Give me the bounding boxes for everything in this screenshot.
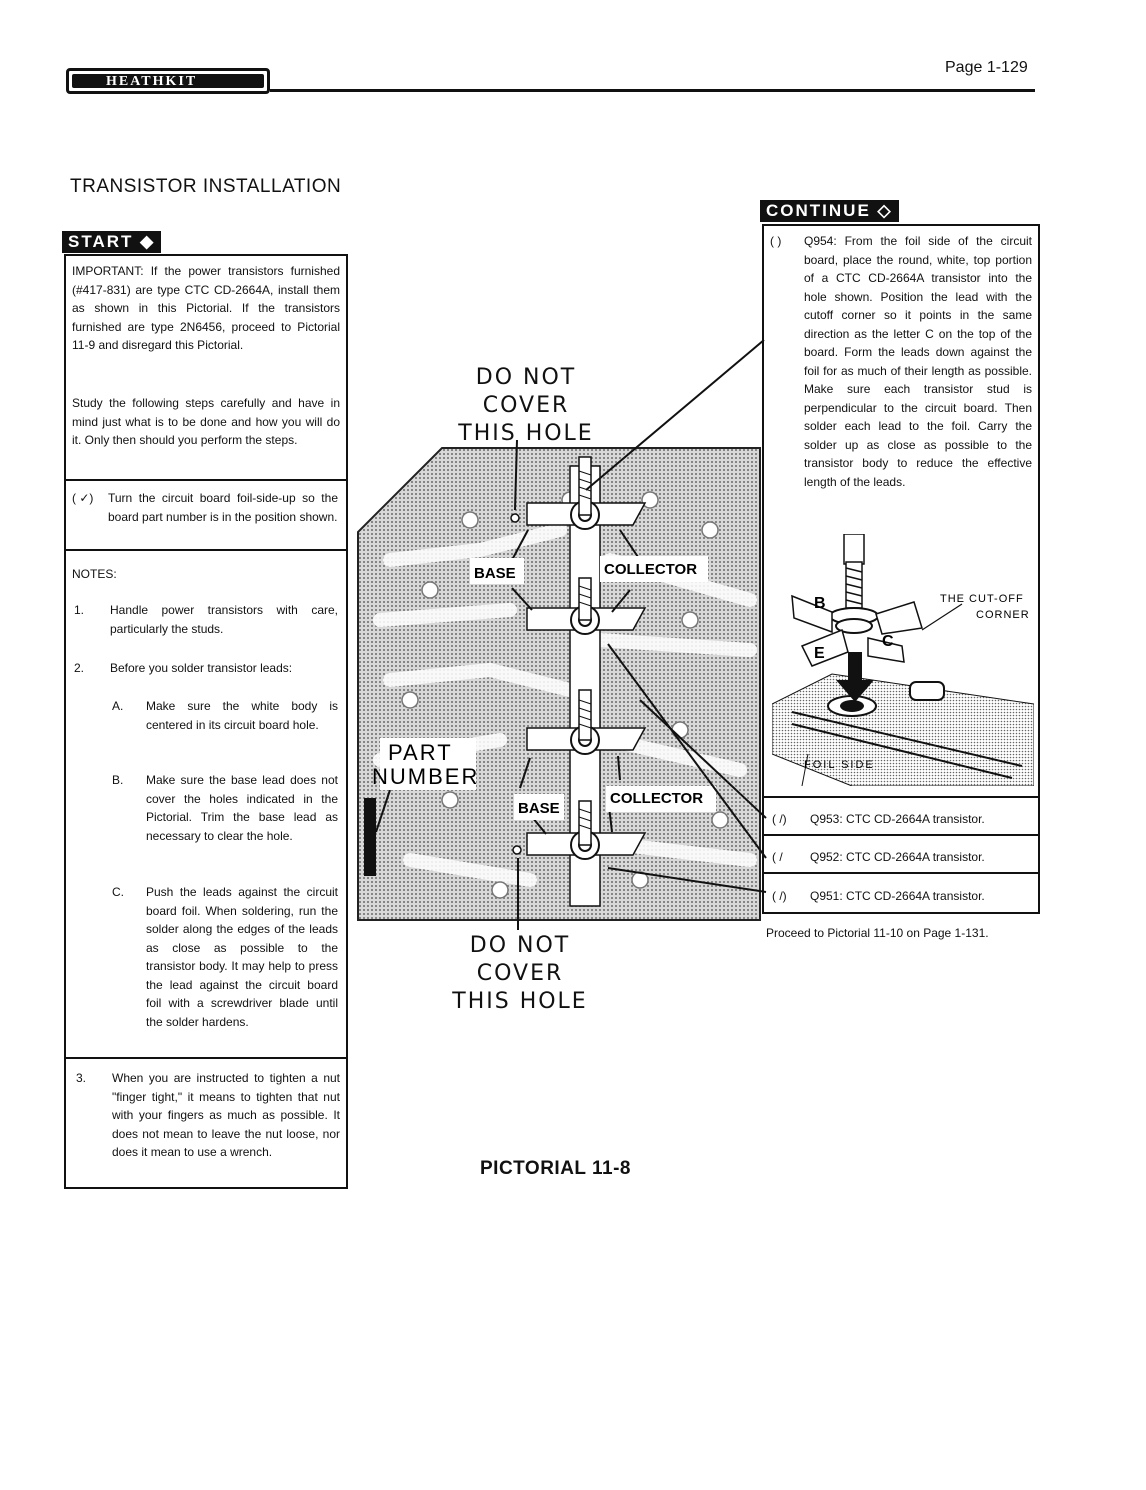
step1-text: Turn the circuit board foil-side-up so the board part number is in the position shown.	[108, 491, 338, 524]
do-not-cover-bottom	[440, 932, 600, 1016]
cover-label: COVER	[482, 393, 570, 418]
step1-checkbox[interactable]: ( ✓)	[72, 491, 94, 505]
q954-checkbox[interactable]: ( )	[770, 234, 782, 248]
continue-tag	[760, 200, 899, 222]
arrow-icon: ◇	[877, 201, 893, 220]
proceed-text: Proceed to Pictorial 11-10 on Page 1-131.	[766, 926, 989, 940]
start-tag	[62, 231, 161, 253]
right-instructions-panel	[762, 224, 1040, 914]
subnote-text: Make sure the white body is centered in its circuit board hole.	[146, 699, 338, 732]
start-label: START	[68, 232, 134, 251]
transistor-detail-illustration	[772, 534, 1034, 786]
logo-text: HEATHKIT	[106, 74, 198, 89]
base-label-bottom: BASE	[518, 800, 560, 817]
subnote-letter: C.	[112, 885, 124, 899]
base-label-top: BASE	[474, 565, 516, 582]
note-text: Before you solder transistor leads:	[110, 661, 293, 675]
step-turn-board	[64, 479, 348, 551]
q952-text: Q952: CTC CD-2664A transistor.	[810, 850, 985, 864]
section-title: TRANSISTOR INSTALLATION	[70, 176, 342, 197]
q953-text: Q953: CTC CD-2664A transistor.	[810, 812, 985, 826]
do-not-cover-hole-top	[511, 514, 519, 522]
heathkit-logo	[66, 68, 270, 94]
this-hole-label: THIS HOLE	[452, 989, 588, 1014]
q954-text: Q954: From the foil side of the circuit board, place the round, white, top portion of a CTC CD-2664A transistor into the hole shown. Position the lead with the cutoff corner so it points in the same direction as the letter C on the top of the board. Form the leads down against the foil for as much of their length as possible. Make sure each transistor stud is perpendicular to the circuit board. Then solder each lead to the foil. Carry the solder up as close as possible to the transistor body to reduce the effective length of the leads.	[804, 234, 1032, 489]
cut-off-label: THE CUT-OFF	[940, 593, 1024, 605]
subnote-text: Push the leads against the circuit board foil. When soldering, run the solder along the edges of the leads as close as possible to the transistor body. It may help to press the lead against the circuit board foil with a screwdriver blade until the solder hardens.	[146, 885, 338, 1029]
continue-label: CONTINUE	[766, 201, 871, 220]
important-text: IMPORTANT: If the power transistors furnished (#417-831) are type CTC CD-2664A, install them as shown in this Pictorial. If the transistors furnished are type 2N6456, proceed to Pictorial 11-9 and disregard this Pictorial.	[72, 264, 340, 352]
do-not-label: DO NOT	[475, 365, 577, 390]
do-not-label: DO NOT	[469, 933, 571, 958]
notes-title: NOTES:	[72, 567, 117, 581]
cover-label: COVER	[476, 961, 564, 986]
step-q952	[764, 834, 1038, 874]
note-number: 1.	[74, 603, 85, 617]
foil-side-label: FOIL SIDE	[804, 759, 875, 771]
q952-checkbox[interactable]: ( /	[772, 850, 783, 864]
this-hole-label: THIS HOLE	[458, 421, 594, 446]
note-number: 3.	[76, 1071, 87, 1085]
do-not-cover-top	[446, 364, 606, 448]
collector-label-top: COLLECTOR	[604, 561, 698, 578]
subnote-letter: B.	[112, 773, 124, 787]
q951-text: Q951: CTC CD-2664A transistor.	[810, 889, 985, 903]
q953-checkbox[interactable]: ( /)	[772, 812, 787, 826]
leader-lines	[580, 340, 780, 900]
down-arrow-icon: ◆	[140, 232, 156, 251]
subnote-letter: A.	[112, 699, 124, 713]
left-instructions-panel	[64, 254, 348, 1189]
pictorial-title: PICTORIAL 11-8	[480, 1158, 631, 1179]
step-q951	[764, 872, 1038, 914]
subnote-text: Make sure the base lead does not cover the holes indicated in the Pictorial. Trim the base lead as necessary to clear the hole.	[146, 773, 338, 843]
corner-label: CORNER	[976, 609, 1030, 621]
note-number: 2.	[74, 661, 85, 675]
do-not-cover-hole-bottom	[513, 846, 521, 854]
notes-section	[64, 549, 348, 1191]
part-label: PART	[388, 740, 453, 765]
note-text: When you are instructed to tighten a nut "finger tight," it means to tighten that nut with your fingers as much as possible. It does not mean to leave the nut loose, nor does it mean to use a wrench.	[112, 1071, 340, 1159]
lead-e-label: E	[814, 645, 825, 662]
study-text: Study the following steps carefully and have in mind just what is to be done and how you will do it. Only then should you perform the steps.	[72, 396, 340, 447]
collector-label-bottom: COLLECTOR	[610, 790, 704, 807]
note-text: Handle power transistors with care, particularly the studs.	[110, 603, 338, 636]
lead-c-label: C	[882, 633, 894, 650]
lead-b-label: B	[814, 595, 826, 612]
part-number-marking	[364, 798, 376, 876]
header-rule	[270, 89, 1035, 92]
page-number: Page 1-129	[945, 59, 1028, 76]
q951-checkbox[interactable]: ( /)	[772, 889, 787, 903]
note3-divider	[64, 1057, 346, 1059]
number-label: NUMBER	[372, 764, 480, 789]
step-q953	[764, 796, 1038, 836]
